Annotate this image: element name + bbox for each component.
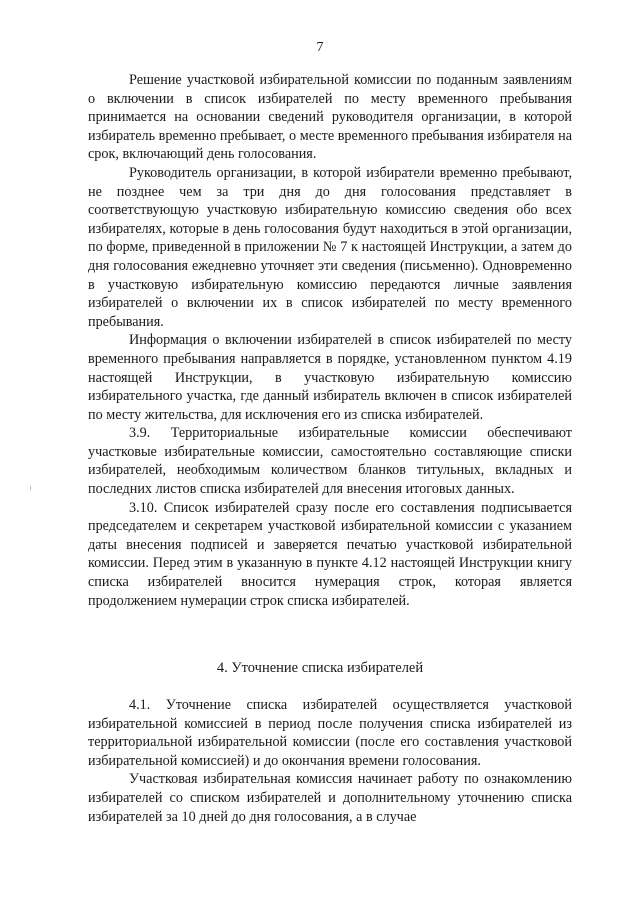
scan-margin-mark [30,486,31,490]
section-heading: 4. Уточнение списка избирателей [216,660,424,676]
body-text-top [88,71,572,610]
paragraph-3-9: 3.9. Территориальные избирательные комиссии обеспечивают участковые избирательные комиссии, самостоятельно составляющие списки избирателей, необходимым количеством бланков титульных, вкладных и последних листов списка избирателей для внесения итоговых данных. [88,425,572,498]
paragraph-4-1: 4.1. Уточнение списка избирателей осуществляется участковой избирательной комиссией в период после получения списка избирателей из территориальной избирательной комиссии (после его составления участковой избирательной комиссией) и до окончания времени голосования. [88,697,572,769]
paragraph-inclusion-information: Информация о включении избирателей в список избирателей по месту временного пребывания направляется в порядке, установленном пунктом 4.19 настоящей Инструкции, в участковую избирательную комиссию избирательного участка, где данный избиратель включен в список избирателей по месту жительства, для исключения его из списка избирателей. [88,332,572,423]
paragraph-temporary-stay-decision: Решение участковой избирательной комиссии по поданным заявлениям о включении в список избирателей по месту временного пребывания принимается на основании сведений руководителя организации, в которой избиратель временно пребывает, о месте временного пребывания избирателя на срок, включающий день голосования. [88,72,572,163]
page-number: 7 [316,40,324,55]
paragraph-organization-head: Руководитель организации, в которой избиратели временно пребывают, не позднее чем за три дня до дня голосования представляет в соответствующую участковую избирательную комиссию сведения обо всех избирателях, которые в день голосования будут находиться в этой организации, по форме, приведенной в приложении № 7 к настоящей Инструкции, а затем до дня голосования ежедневно уточняет эти сведения (письменно). Одновременно в участковую избирательную комиссию передаются личные заявления избирателей о включении их в список избирателей по месту временного пребывания. [88,164,572,330]
body-text-section-4 [88,696,572,826]
paragraph-3-10: 3.10. Список избирателей сразу после его составления подписывается председателем и секретарем участковой избирательной комиссии с указанием даты внесения подписей и заверяется печатью участковой избирательной комиссии. Перед этим в указанную в пункте 4.12 настоящей Инструкции книгу списка избирателей вносится нумерация строк, которая является продолжением нумерации строк списка избирателей. [88,499,572,609]
paragraph-precinct-commission-work: Участковая избирательная комиссия начинает работу по ознакомлению избирателей со списком избирателей и дополнительному уточнению списка избирателей за 10 дней до дня голосования, а в случае [88,771,572,825]
